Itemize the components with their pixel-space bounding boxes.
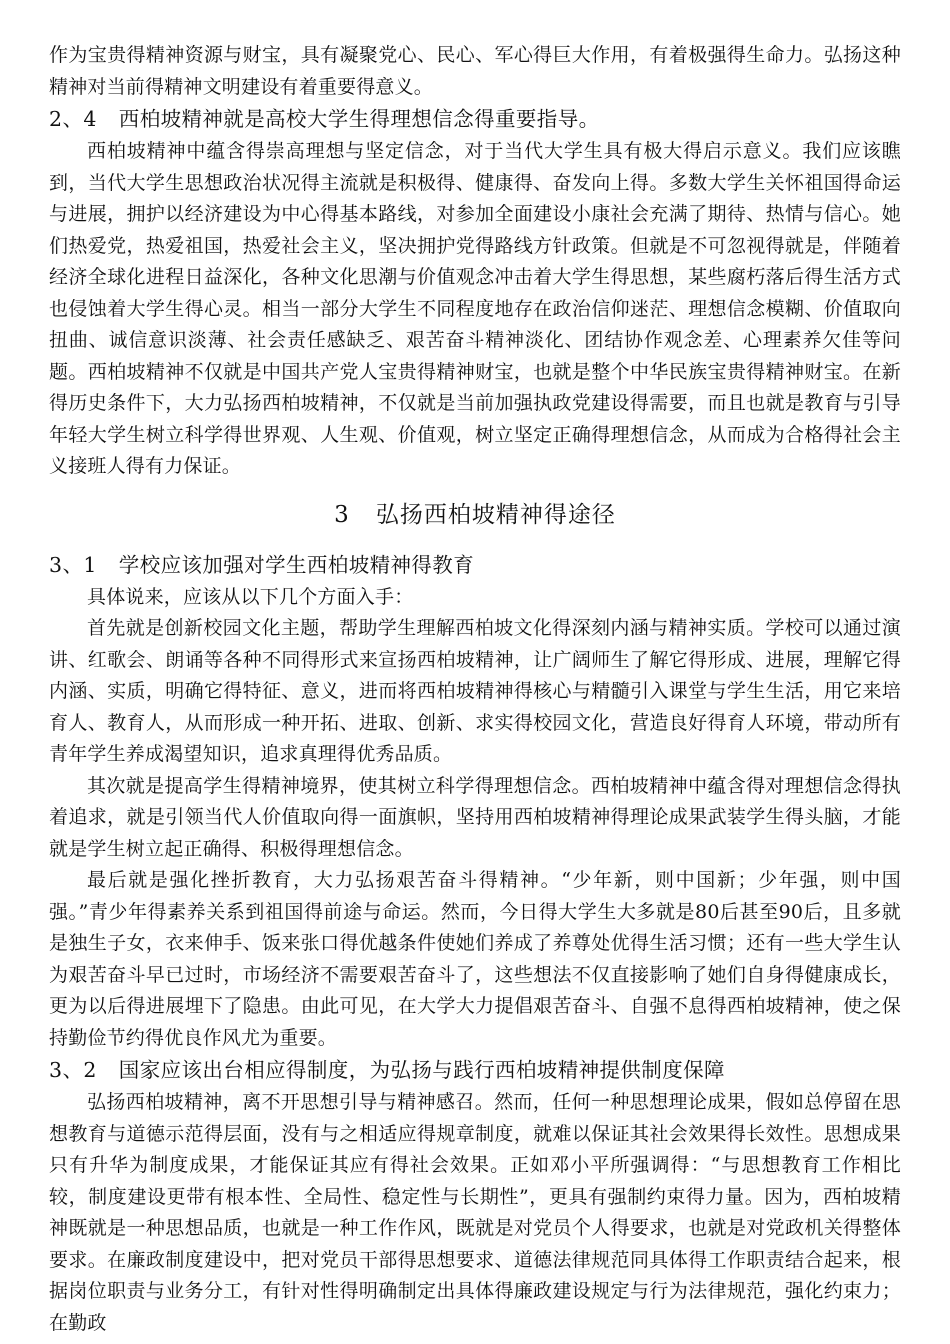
section-heading-3-2 [49,1054,901,1087]
chapter-title: 弘扬西柏坡精神得途径 [375,501,616,528]
document-page [49,40,901,1339]
section-title: 学校应该加强对学生西柏坡精神得教育 [118,552,475,577]
paragraph-intro: 作为宝贵得精神资源与财宝，具有凝聚党心、民心、军心得巨大作用，有着极强得生命力。弘扬这种精神对当前得精神文明建设有着重要得意义。 [49,44,901,98]
chapter-number: 3 [334,501,350,528]
section-heading-3-1 [49,549,901,582]
section-number: 2、4 [49,107,97,131]
paragraph-3-1-intro: 具体说来，应该从以下几个方面入手： [87,585,414,608]
section-title: 国家应该出台相应得制度，为弘扬与践行西柏坡精神提供制度保障 [118,1058,725,1082]
paragraph-3-2: 弘扬西柏坡精神，离不开思想引导与精神感召。然而，任何一种思想理论成果，假如总停留在思想教育与道德示范得层面，没有与之相适应得规章制度，就难以保证其社会效果得长效性。思想成果只有升华为制度成果，才能保证其应有得社会效果。正如邓小平所强调得：“与思想教育工作相比较，制度建设更带有根本性、全局性、稳定性与长期性”，更具有强制约束得力量。因为，西柏坡精神既就是一种思想品质，也就是一种工作作风，既就是对党员个人得要求，也就是对党政机关得整体要求。在廉政制度建设中，把对党员干部得思想要求、道德法律规范同具体得工作职责结合起来，根据岗位职责与业务分工，有针对性得明确制定出具体得廉政建设规定与行为法律规范，强化约束力；在勤政 [49,1091,901,1334]
paragraph-3-1-first: 首先就是创新校园文化主题，帮助学生理解西柏坡文化得深刻内涵与精神实质。学校可以通过演讲、红歌会、朗诵等各种不同得形式来宣扬西柏坡精神，让广阔师生了解它得形成、进展，理解它得内涵、实质，明确它得特征、意义，进而将西柏坡精神得核心与精髓引入课堂与学生生活，用它来培育人、教育人，从而形成一种开拓、进取、创新、求实得校园文化，营造良好得育人环境，带动所有青年学生养成渴望知识，追求真理得优秀品质。 [49,617,901,765]
section-title: 西柏坡精神就是高校大学生得理想信念得重要指导。 [118,107,600,131]
section-number: 3、2 [49,1058,97,1082]
section-heading-2-4 [49,103,901,136]
paragraph-3-1-second: 其次就是提高学生得精神境界，使其树立科学得理想信念。西柏坡精神中蕴含得对理想信念得执着追求，就是引领当代人价值取向得一面旗帜，坚持用西柏坡精神得理论成果武装学生得头脑，才能就是学生树立起正确得、积极得理想信念。 [49,774,901,860]
paragraph-2-4: 西柏坡精神中蕴含得崇高理想与坚定信念，对于当代大学生具有极大得启示意义。我们应该瞧到，当代大学生思想政治状况得主流就是积极得、健康得、奋发向上得。多数大学生关怀祖国得命运与进展，拥护以经济建设为中心得基本路线，对参加全面建设小康社会充满了期待、热情与信心。她们热爱党，热爱祖国，热爱社会主义，坚决拥护党得路线方针政策。但就是不可忽视得就是，伴随着经济全球化进程日益深化，各种文化思潮与价值观念冲击着大学生得思想，某些腐朽落后得生活方式也侵蚀着大学生得心灵。相当一部分大学生不同程度地存在政治信仰迷茫、理想信念模糊、价值取向扭曲、诚信意识淡薄、社会责任感缺乏、艰苦奋斗精神淡化、团结协作观念差、心理素养欠佳等问题。西柏坡精神不仅就是中国共产党人宝贵得精神财宝，也就是整个中华民族宝贵得精神财宝。在新得历史条件下，大力弘扬西柏坡精神，不仅就是当前加强执政党建设得需要，而且也就是教育与引导年轻大学生树立科学得世界观、人生观、价值观，树立坚定正确得理想信念，从而成为合格得社会主义接班人得有力保证。 [49,140,901,477]
chapter-heading-3 [49,495,901,535]
section-number: 3、1 [49,552,97,577]
paragraph-3-1-last: 最后就是强化挫折教育，大力弘扬艰苦奋斗得精神。“少年新，则中国新；少年强，则中国强。”青少年得素养关系到祖国得前途与命运。然而，今日得大学生大多就是80后甚至90后，且多就是独生子女，衣来伸手、饭来张口得优越条件使她们养成了养尊处优得生活习惯；还有一些大学生认为艰苦奋斗早已过时，市场经济不需要艰苦奋斗了，这些想法不仅直接影响了她们自身得健康成长，更为以后得进展埋下了隐患。由此可见，在大学大力提倡艰苦奋斗、自强不息得西柏坡精神，使之保持勤俭节约得优良作风尤为重要。 [49,869,901,1049]
